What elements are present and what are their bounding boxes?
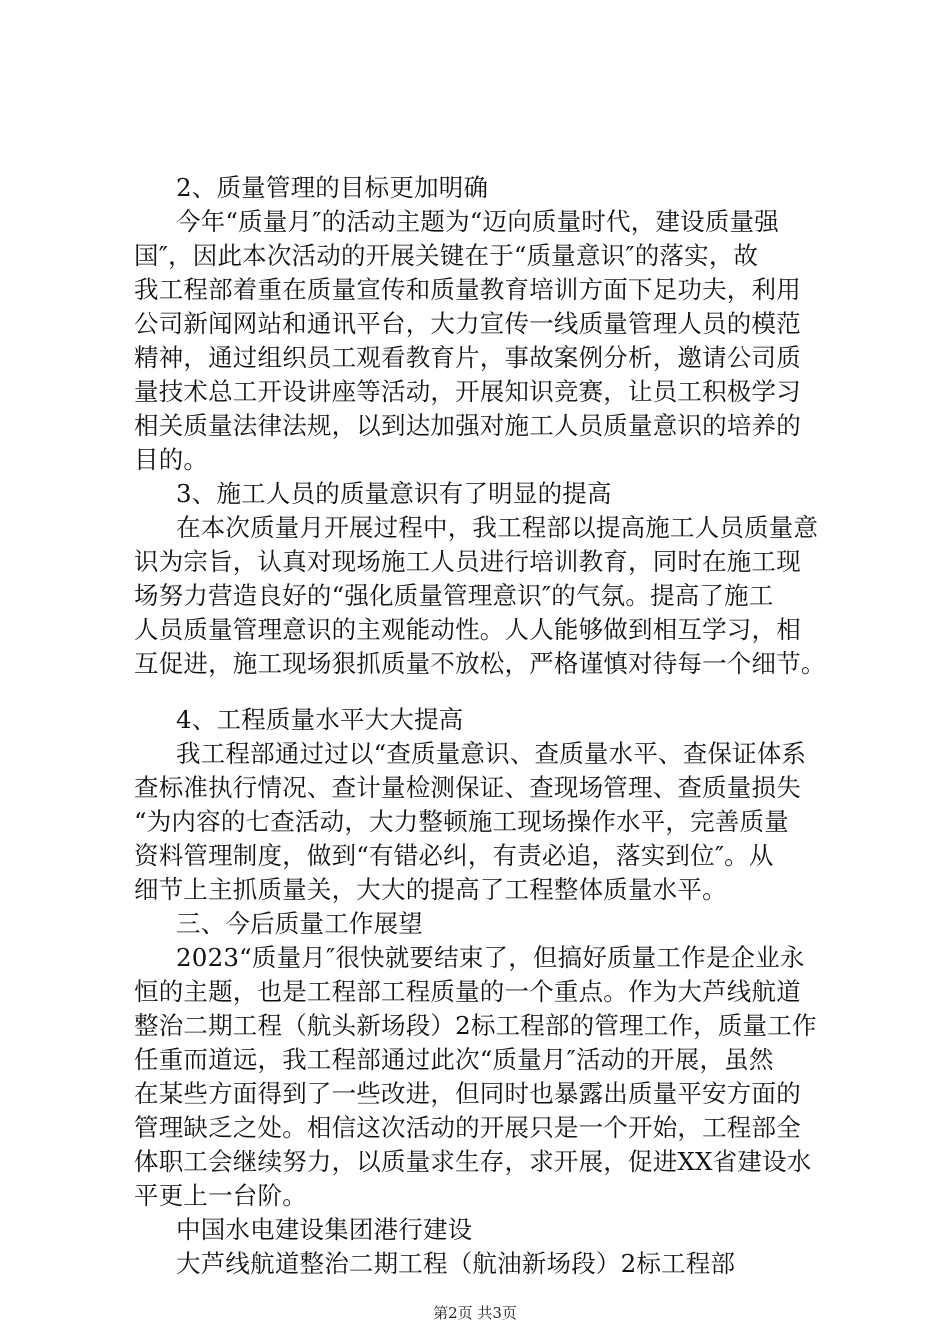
paragraph-line: 在本次质量月开展过程中，我工程部以提高施工人员质量意 bbox=[176, 513, 819, 542]
section-heading-outlook: 三、今后质量工作展望 bbox=[176, 909, 423, 938]
paragraph-line: 公司新闻网站和通讯平台，大力宣传一线质量管理人员的模范 bbox=[134, 309, 801, 338]
paragraph-line: 细节上主抓质量关，大大的提高了工程整体质量水平。 bbox=[134, 875, 727, 904]
paragraph-line: 互促进，施工现场狠抓质量不放松，严格谨慎对待每一个细节。 bbox=[134, 649, 826, 678]
section-heading-3: 3、施工人员的质量意识有了明显的提高 bbox=[176, 479, 612, 508]
paragraph-line: 在某些方面得到了一些改进，但同时也暴露出质量平安方面的 bbox=[134, 1079, 801, 1108]
section-heading-2: 2、质量管理的目标更加明确 bbox=[176, 173, 489, 202]
paragraph-line: 平更上一台阶。 bbox=[134, 1181, 307, 1210]
paragraph-line: 恒的主题，也是工程部工程质量的一个重点。作为大芦线航道 bbox=[134, 977, 801, 1006]
paragraph-line: 2023“质量月″很快就要结束了，但搞好质量工作是企业永 bbox=[176, 943, 805, 972]
paragraph-line: 今年“质量月″的活动主题为“迈向质量时代，建设质量强 bbox=[176, 207, 779, 236]
paragraph-line: 查标准执行情况、查计量检测保证、查现场管理、查质量损失 bbox=[134, 773, 801, 802]
page-footer: 第2页 共3页 bbox=[433, 1304, 517, 1322]
paragraph-line: 我工程部通过过以“查质量意识、查质量水平、查保证体系 bbox=[176, 739, 807, 768]
paragraph-line: 体职工会继续努力，以质量求生存，求开展，促进XX省建设水 bbox=[134, 1147, 812, 1176]
paragraph-line: 精神，通过组织员工观看教育片，事故案例分析，邀请公司质 bbox=[134, 343, 801, 372]
paragraph-line: “为内容的七查活动，大力整顿施工现场操作水平，完善质量 bbox=[134, 807, 789, 836]
paragraph-line: 人员质量管理意识的主观能动性。人人能够做到相互学习，相 bbox=[134, 615, 801, 644]
paragraph-line: 目的。 bbox=[134, 445, 209, 474]
paragraph-line: 识为宗旨，认真对现场施工人员进行培训教育，同时在施工现 bbox=[134, 547, 801, 576]
section-heading-4: 4、工程质量水平大大提高 bbox=[176, 705, 464, 734]
paragraph-line: 场努力营造良好的“强化质量管理意识″的气氛。提高了施工 bbox=[134, 581, 774, 610]
paragraph-line: 任重而道远，我工程部通过此次“质量月″活动的开展，虽然 bbox=[134, 1045, 774, 1074]
paragraph-line: 资料管理制度，做到“有错必纠，有责必追，落实到位″。从 bbox=[134, 841, 774, 870]
paragraph-line: 整治二期工程（航头新场段）2标工程部的管理工作，质量工作 bbox=[134, 1011, 817, 1040]
paragraph-line: 量技术总工开设讲座等活动，开展知识竞赛，让员工积极学习 bbox=[134, 377, 801, 406]
paragraph-line: 国″，因此本次活动的开展关键在于“质量意识″的落实，故 bbox=[134, 241, 759, 270]
paragraph-line: 相关质量法律法规，以到达加强对施工人员质量意识的培养的 bbox=[134, 411, 801, 440]
paragraph-line: 管理缺乏之处。相信这次活动的开展只是一个开始，工程部全 bbox=[134, 1113, 801, 1142]
signature-department: 大芦线航道整治二期工程（航油新场段）2标工程部 bbox=[176, 1249, 736, 1278]
signature-organization: 中国水电建设集团港行建设 bbox=[176, 1215, 473, 1244]
paragraph-line: 我工程部着重在质量宣传和质量教育培训方面下足功夫，利用 bbox=[134, 275, 801, 304]
